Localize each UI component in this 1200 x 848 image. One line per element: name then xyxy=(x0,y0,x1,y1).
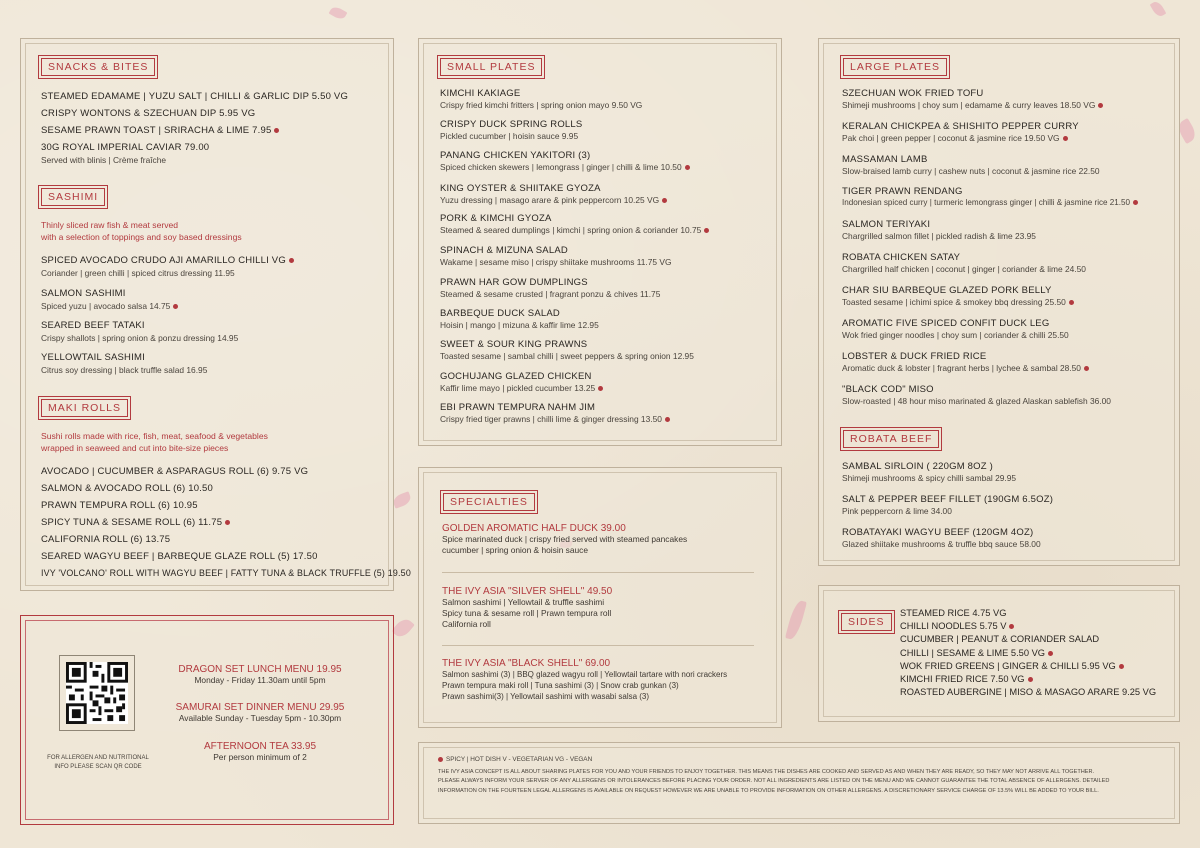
small-item-1: KIMCHI KAKIAGE xyxy=(440,88,521,99)
sashimi-item-2-desc: Spiced yuzu | avocado salsa 14.75 xyxy=(41,301,178,311)
snacks-item-4-desc: Served with blinis | Crème fraîche xyxy=(41,155,167,165)
large-item-7: CHAR SIU BARBEQUE GLAZED PORK BELLY xyxy=(842,285,1052,296)
maki-header: MAKI ROLLS xyxy=(38,396,131,420)
sides-item-6: KIMCHI FRIED RICE 7.50 VG xyxy=(900,673,1156,686)
small-item-3: PANANG CHICKEN YAKITORI (3) xyxy=(440,150,591,161)
small-item-4-desc: Yuzu dressing | masago arare & pink peppercorn 10.25 VG xyxy=(440,195,667,205)
large-item-8: AROMATIC FIVE SPICED CONFIT DUCK LEG xyxy=(842,318,1050,329)
qr-code-icon[interactable] xyxy=(66,662,128,724)
spicy-dot-icon xyxy=(1084,366,1089,371)
snacks-item-3: SESAME PRAWN TOAST | SRIRACHA & LIME 7.95 xyxy=(41,125,279,136)
sides-list xyxy=(900,607,1156,699)
large-item-1-desc: Shimeji mushrooms | choy sum | edamame & curry leaves 18.50 VG xyxy=(842,100,1103,110)
large-item-6: ROBATA CHICKEN SATAY xyxy=(842,252,961,263)
sides-item-5: WOK FRIED GREENS | GINGER & CHILLI 5.95 VG xyxy=(900,660,1156,673)
samurai-set-menu: SAMURAI SET DINNER MENU 29.95 Available Sunday - Tuesday 5pm - 10.30pm xyxy=(175,702,345,723)
spicy-dot-icon xyxy=(225,520,230,525)
spicy-dot-icon xyxy=(685,165,690,170)
specialties-header: SPECIALTIES xyxy=(440,490,538,514)
sashimi-intro: Thinly sliced raw fish & meat served with a selection of toppings and soy based dressings xyxy=(41,220,242,242)
small-item-6-desc: Wakame | sesame miso | crispy shiitake mushrooms 11.75 VG xyxy=(440,257,672,267)
large-item-4-desc: Indonesian spiced curry | turmeric lemongrass ginger | chilli & jasmine rice 21.50 xyxy=(842,198,1138,207)
spicy-dot-icon xyxy=(665,417,670,422)
small-item-6: SPINACH & MIZUNA SALAD xyxy=(440,245,568,256)
small-item-2-desc: Pickled cucumber | hoisin sauce 9.95 xyxy=(440,131,579,141)
large-item-5-desc: Chargrilled salmon fillet | pickled radish & lime 23.95 xyxy=(842,231,1036,241)
small-item-10-desc: Kaffir lime mayo | pickled cucumber 13.25 xyxy=(440,383,603,393)
large-item-6-desc: Chargrilled half chicken | coconut | ginger | coriander & lime 24.50 xyxy=(842,264,1086,274)
petal-decoration xyxy=(329,5,348,22)
large-item-5: SALMON TERIYAKI xyxy=(842,219,931,230)
divider xyxy=(442,645,754,646)
small-item-3-desc: Spiced chicken skewers | lemongrass | ginger | chilli & lime 10.50 xyxy=(440,162,690,172)
large-item-2: KERALAN CHICKPEA & SHISHITO PEPPER CURRY xyxy=(842,121,1079,132)
spicy-dot-icon xyxy=(438,757,443,762)
spicy-dot-icon xyxy=(704,228,709,233)
sides-item-3: CUCUMBER | PEANUT & CORIANDER SALAD xyxy=(900,634,1100,645)
small-item-10: GOCHUJANG GLAZED CHICKEN xyxy=(440,371,592,382)
small-item-2: CRISPY DUCK SPRING ROLLS xyxy=(440,119,583,130)
spicy-dot-icon xyxy=(662,198,667,203)
spicy-dot-icon xyxy=(1009,624,1014,629)
small-item-9-desc: Toasted sesame | sambal chilli | sweet peppers & spring onion 12.95 xyxy=(440,351,694,361)
maki-item-1: AVOCADO | CUCUMBER & ASPARAGUS ROLL (6) 9.75 VG xyxy=(41,466,309,477)
small-item-5-desc: Steamed & seared dumplings | kimchi | spring onion & coriander 10.75 xyxy=(440,225,709,235)
robata-item-3: ROBATAYAKI WAGYU BEEF (120GM 4OZ) xyxy=(842,527,1034,538)
afternoon-tea-menu: AFTERNOON TEA 33.95 Per person minimum of 2 xyxy=(203,741,317,762)
small-plates-header: SMALL PLATES xyxy=(437,55,545,79)
petal-decoration xyxy=(1150,0,1167,18)
robata-item-2: SALT & PEPPER BEEF FILLET (190GM 6.5OZ) xyxy=(842,494,1054,505)
maki-item-5: CALIFORNIA ROLL (6) 13.75 xyxy=(41,534,171,545)
small-item-7: PRAWN HAR GOW DUMPLINGS xyxy=(440,277,588,288)
spicy-dot-icon xyxy=(173,304,178,309)
spicy-dot-icon xyxy=(1069,300,1074,305)
maki-item-3: PRAWN TEMPURA ROLL (6) 10.95 xyxy=(41,500,198,511)
large-item-8-desc: Wok fried ginger noodles | choy sum | coriander & chilli 25.50 xyxy=(842,330,1069,340)
specialty-item-3: THE IVY ASIA "BLACK SHELL" 69.00 Salmon sashimi (3) | BBQ glazed wagyu roll | Yellowtail tartare with nori crackers Prawn tempura maki roll | Tuna sashimi (3) | Snow crab gunkan (3) Prawn sashimi(3) | Yellowtail sashimi with wasabi salsa (3) xyxy=(442,658,728,701)
snacks-header: SNACKS & BITES xyxy=(38,55,158,79)
dietary-legend: SPICY | HOT DISH V - VEGETARIAN VG - VEGAN xyxy=(438,755,592,764)
small-item-7-desc: Steamed & sesame crusted | fragrant ponzu & chives 11.75 xyxy=(440,289,661,299)
maki-intro: Sushi rolls made with rice, fish, meat, seafood & vegetables wrapped in seaweed and cut into bite-size pieces xyxy=(41,431,268,453)
specialty-item-2: THE IVY ASIA "SILVER SHELL" 49.50 Salmon sashimi | Yellowtail & truffle sashimi Spicy tuna & sesame roll | Prawn tempura roll California roll xyxy=(442,586,613,629)
dragon-set-menu: DRAGON SET LUNCH MENU 19.95 Monday - Friday 11.30am until 5pm xyxy=(178,664,342,685)
sashimi-item-4-desc: Citrus soy dressing | black truffle salad 16.95 xyxy=(41,365,208,375)
large-item-9: LOBSTER & DUCK FRIED RICE xyxy=(842,351,987,362)
sashimi-item-3: SEARED BEEF TATAKI xyxy=(41,320,145,331)
snacks-item-2: CRISPY WONTONS & SZECHUAN DIP 5.95 VG xyxy=(41,108,256,119)
large-item-9-desc: Aromatic duck & lobster | fragrant herbs | lychee & sambal 28.50 xyxy=(842,363,1089,373)
robata-item-1: SAMBAL SIRLOIN ( 220GM 8OZ ) xyxy=(842,461,993,472)
sashimi-item-1: SPICED AVOCADO CRUDO AJI AMARILLO CHILLI VG xyxy=(41,255,294,266)
sashimi-item-2: SALMON SASHIMI xyxy=(41,288,126,299)
specialty-item-1: GOLDEN AROMATIC HALF DUCK 39.00 Spice marinated duck | crispy fried served with steamed pancakes cucumber | spring onion & hoisin sauce xyxy=(442,523,688,555)
sides-item-4: CHILLI | SESAME & LIME 5.50 VG xyxy=(900,647,1156,660)
large-item-3: MASSAMAN LAMB xyxy=(842,154,928,165)
qr-caption: FOR ALLERGEN AND NUTRITIONAL INFO PLEASE SCAN QR CODE xyxy=(47,755,149,771)
large-item-2-desc: Pak choi | green pepper | coconut & jasmine rice 19.50 VG xyxy=(842,133,1068,143)
sides-header: SIDES xyxy=(838,610,895,634)
sashimi-header: SASHIMI xyxy=(38,185,108,209)
spicy-dot-icon xyxy=(289,258,294,263)
large-item-7-desc: Toasted sesame | ichimi spice & smokey bbq dressing 25.50 xyxy=(842,297,1074,307)
small-item-9: SWEET & SOUR KING PRAWNS xyxy=(440,339,588,350)
robata-item-3-desc: Glazed shiitake mushrooms & truffle bbq sauce 58.00 xyxy=(842,539,1041,549)
maki-item-7: IVY 'VOLCANO' ROLL WITH WAGYU BEEF | FATTY TUNA & BLACK TRUFFLE (5) 19.50 xyxy=(41,568,411,578)
sides-item-1: STEAMED RICE 4.75 VG xyxy=(900,608,1007,618)
spicy-dot-icon xyxy=(1028,677,1033,682)
sides-item-2: CHILLI NOODLES 5.75 V xyxy=(900,620,1156,633)
petal-decoration xyxy=(391,616,415,640)
spicy-dot-icon xyxy=(1119,664,1124,669)
robata-item-1-desc: Shimeji mushrooms & spicy chilli sambal 29.95 xyxy=(842,473,1017,483)
spicy-dot-icon xyxy=(1098,103,1103,108)
maki-item-4: SPICY TUNA & SESAME ROLL (6) 11.75 xyxy=(41,517,230,528)
maki-item-6: SEARED WAGYU BEEF | BARBEQUE GLAZE ROLL (5) 17.50 xyxy=(41,551,318,562)
spicy-dot-icon xyxy=(1048,651,1053,656)
petal-decoration xyxy=(785,599,807,641)
sides-item-7: ROASTED AUBERGINE | MISO & MASAGO ARARE 9.25 VG xyxy=(900,687,1157,698)
robata-item-2-desc: Pink peppercorn & lime 34.00 xyxy=(842,506,952,516)
spicy-dot-icon xyxy=(274,128,279,133)
large-item-1: SZECHUAN WOK FRIED TOFU xyxy=(842,88,984,99)
small-item-8-desc: Hoisin | mango | mizuna & kaffir lime 12.95 xyxy=(440,320,599,330)
small-item-11: EBI PRAWN TEMPURA NAHM JIM xyxy=(440,402,596,413)
robata-header: ROBATA BEEF xyxy=(840,427,942,451)
small-item-4: KING OYSTER & SHIITAKE GYOZA xyxy=(440,183,601,194)
large-item-4: TIGER PRAWN RENDANG xyxy=(842,186,963,197)
sashimi-item-1-desc: Coriander | green chilli | spiced citrus dressing 11.95 xyxy=(41,268,235,278)
qr-code-frame xyxy=(59,655,135,731)
large-item-3-desc: Slow-braised lamb curry | cashew nuts | coconut & jasmine rice 22.50 xyxy=(842,166,1100,176)
small-item-1-desc: Crispy fried kimchi fritters | spring onion mayo 9.50 VG xyxy=(440,100,643,110)
divider xyxy=(442,572,754,573)
petal-decoration xyxy=(391,491,412,508)
spicy-dot-icon xyxy=(1133,200,1138,205)
small-item-5: PORK & KIMCHI GYOZA xyxy=(440,213,552,224)
large-item-10-desc: Slow-roasted | 48 hour miso marinated & glazed Alaskan sablefish 36.00 xyxy=(842,396,1111,406)
spicy-dot-icon xyxy=(1063,136,1068,141)
small-item-11-desc: Crispy fried tiger prawns | chilli lime & ginger dressing 13.50 xyxy=(440,414,670,424)
snacks-item-4: 30G ROYAL IMPERIAL CAVIAR 79.00 xyxy=(41,142,210,153)
sashimi-item-4: YELLOWTAIL SASHIMI xyxy=(41,352,145,363)
sashimi-item-3-desc: Crispy shallots | spring onion & ponzu dressing 14.95 xyxy=(41,333,239,343)
maki-item-2: SALMON & AVOCADO ROLL (6) 10.50 xyxy=(41,483,213,494)
small-item-8: BARBEQUE DUCK SALAD xyxy=(440,308,560,319)
spicy-dot-icon xyxy=(598,386,603,391)
large-plates-header: LARGE PLATES xyxy=(840,55,950,79)
footer-notes: THE IVY ASIA CONCEPT IS ALL ABOUT SHARING PLATES FOR YOU AND YOUR FRIENDS TO ENJOY TOGETHER. THIS MEANS THE DISHES ARE COOKED AND SERVED AS AND WHEN THEY ARE READY, SO THEY MAY NOT ARRIVE ALL TOGETHER. PLEASE ALWAYS INFORM YOUR SERVER OF ANY ALLERGENS OR INTOLERANCES BEFORE PLACING YOUR ORDER. NOT ALL INGREDIENTS ARE LISTED ON THE MENU AND WE CANNOT GUARANTEE THE TOTAL ABSENCE OF ALLERGENS. DETAILED INFORMATION ON THE FOURTEEN LEGAL ALLERGENS IS AVAILABLE ON REQUEST HOWEVER WE ARE UNABLE TO PROVIDE INFORMATION ON OTHER ALLERGENS. A DISCRETIONARY SERVICE CHARGE OF 13.5% WILL BE ADDED TO YOUR BILL. xyxy=(438,769,1110,794)
snacks-item-1: STEAMED EDAMAME | YUZU SALT | CHILLI & GARLIC DIP 5.50 VG xyxy=(41,91,349,102)
large-item-10: "BLACK COD" MISO xyxy=(842,384,934,395)
